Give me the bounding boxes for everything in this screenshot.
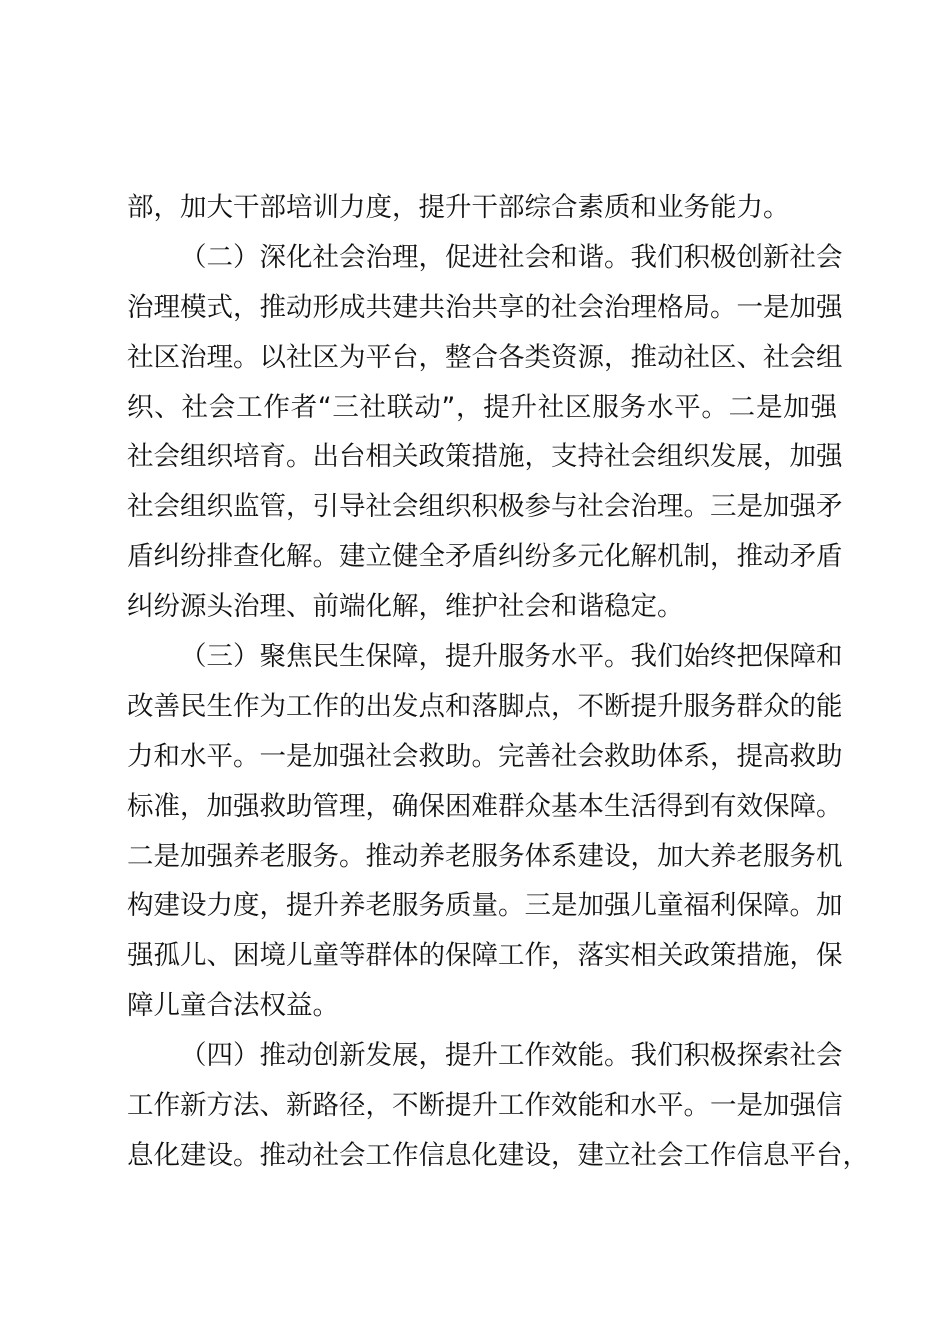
text-line: 构建设力度，提升养老服务质量。三是加强儿童福利保障。加 — [127, 890, 843, 922]
text-line: 治理模式，推动形成共建共治共享的社会治理格局。一是加强 — [127, 291, 843, 323]
text-line: （四）推动创新发展，提升工作效能。我们积极探索社会 — [180, 1040, 843, 1072]
text-line: 工作新方法、新路径，不断提升工作效能和水平。一是加强信 — [127, 1090, 843, 1122]
document-body — [127, 183, 869, 1181]
text-line: 织、社会工作者“三社联动”，提升社区服务水平。二是加强 — [127, 391, 837, 423]
text-line: （二）深化社会治理，促进社会和谐。我们积极创新社会 — [180, 241, 843, 273]
text-line: 社区治理。以社区为平台，整合各类资源，推动社区、社会组 — [127, 341, 843, 373]
text-line: 社会组织监管，引导社会组织积极参与社会治理。三是加强矛 — [127, 491, 843, 523]
text-line: 盾纠纷排查化解。建立健全矛盾纠纷多元化解机制，推动矛盾 — [127, 541, 843, 573]
text-line: （三）聚焦民生保障，提升服务水平。我们始终把保障和 — [180, 641, 843, 673]
text-line: 部，加大干部培训力度，提升干部综合素质和业务能力。 — [127, 192, 790, 223]
text-line: 纠纷源头治理、前端化解，维护社会和谐稳定。 — [127, 591, 684, 623]
text-line: 障儿童合法权益。 — [127, 990, 339, 1022]
text-line: 力和水平。一是加强社会救助。完善社会救助体系，提高救助 — [127, 740, 843, 772]
text-line: 标准，加强救助管理，确保困难群众基本生活得到有效保障。 — [127, 790, 843, 822]
text-line: 社会组织培育。出台相关政策措施，支持社会组织发展，加强 — [127, 441, 843, 473]
text-line: 改善民生作为工作的出发点和落脚点，不断提升服务群众的能 — [127, 690, 843, 722]
text-line: 强孤儿、困境儿童等群体的保障工作，落实相关政策措施，保 — [127, 940, 843, 972]
text-line: 息化建设。推动社会工作信息化建设，建立社会工作信息平台， — [127, 1139, 869, 1171]
text-line: 二是加强养老服务。推动养老服务体系建设，加大养老服务机 — [127, 840, 843, 872]
